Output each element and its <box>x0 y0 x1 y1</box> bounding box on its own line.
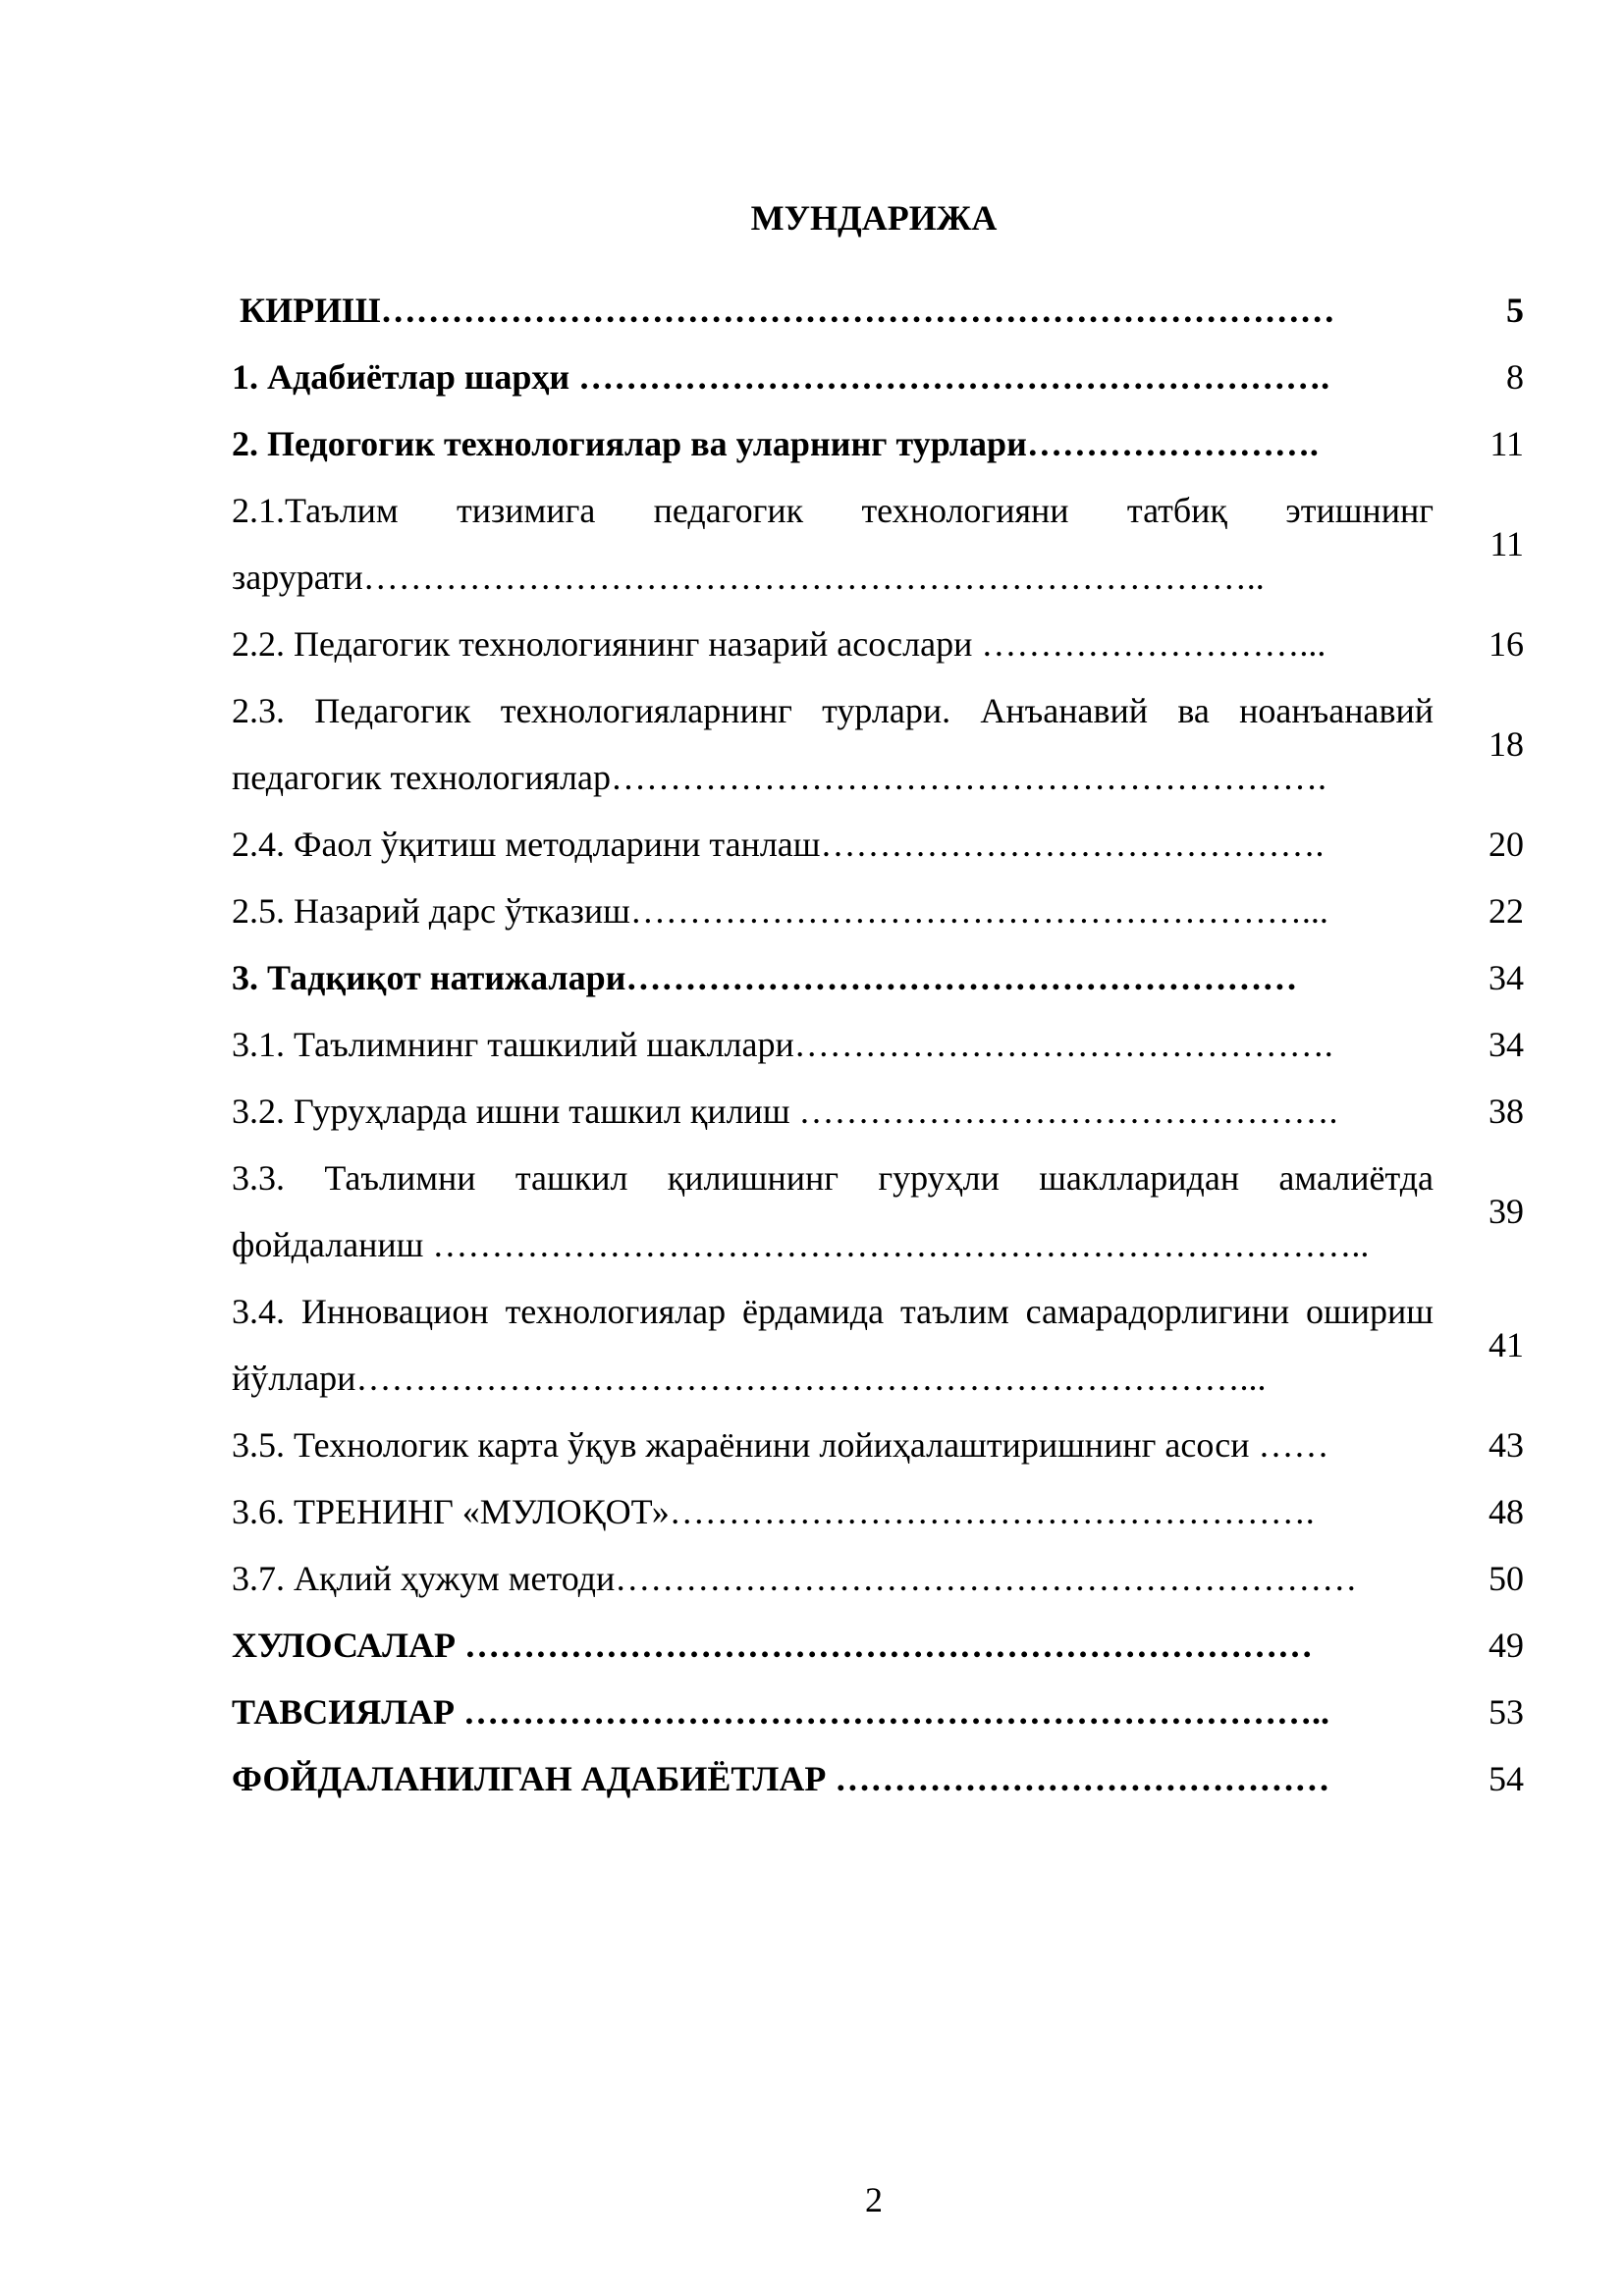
toc-entry <box>232 1078 1528 1145</box>
toc-entry <box>232 944 1528 1011</box>
toc-entry <box>232 811 1528 878</box>
toc-entry <box>232 1679 1528 1745</box>
toc-entry-page: 39 <box>1489 1192 1524 1231</box>
toc-entry-page: 16 <box>1489 624 1524 664</box>
toc-entry-page: 53 <box>1489 1692 1524 1732</box>
toc-entry-title: ТАВСИЯЛАР ……………………………………………………………….. <box>232 1692 1330 1732</box>
toc-entry-page: 49 <box>1489 1626 1524 1665</box>
toc-entry <box>232 1612 1528 1679</box>
toc-entry-page: 5 <box>1506 291 1524 330</box>
toc-entry-title: 3. Тадқиқот натижалари………………………………………………… <box>232 958 1298 997</box>
toc-entry-title: 3.1. Таълимнинг ташкилий шакллари………………………………………. <box>232 1025 1333 1064</box>
toc-entry-title: 3.4. Инновацион технологиялар ёрдамида таълим самарадорлигини ошириш йўллари…………………………………………………………………... <box>232 1292 1434 1398</box>
toc-entry-title: ХУЛОСАЛАР ……………………………………………………………… <box>232 1626 1313 1665</box>
toc-entry-title: 3.2. Гуруҳларда ишни ташкил қилиш ………………………………………. <box>232 1092 1338 1131</box>
toc-entry-page: 34 <box>1489 1025 1524 1064</box>
toc-entry <box>232 1412 1528 1478</box>
toc-entry-page: 8 <box>1506 357 1524 397</box>
toc-entry-page: 50 <box>1489 1559 1524 1598</box>
toc-entry <box>232 1011 1528 1078</box>
toc-entry-title: 2.2. Педагогик технологиянинг назарий асослари ………………………... <box>232 624 1326 664</box>
toc-entry-page: 18 <box>1489 724 1524 764</box>
toc-entry-title: 2.4. Фаол ўқитиш методларини танлаш……………………………………. <box>232 825 1325 864</box>
toc-entry-title: КИРИШ……………………………………………………………………… <box>240 291 1335 330</box>
toc-entry <box>232 410 1528 477</box>
toc-entry-page: 48 <box>1489 1492 1524 1531</box>
table-of-contents <box>232 277 1528 1812</box>
toc-entry-title: 2.1.Таълим тизимига педагогик технологияни татбиқ этишнинг зарурати………………………………………………………………….. <box>232 491 1434 597</box>
toc-entry <box>232 1478 1528 1545</box>
toc-entry-page: 38 <box>1489 1092 1524 1131</box>
toc-entry-page: 34 <box>1489 958 1524 997</box>
toc-entry-page: 22 <box>1489 891 1524 931</box>
toc-entry <box>232 1278 1528 1412</box>
toc-entry-title: 3.5. Технологик карта ўқув жараёнини лойиҳалаштиришнинг асоси …… <box>232 1425 1329 1465</box>
toc-entry <box>232 1545 1528 1612</box>
toc-entry <box>232 477 1528 611</box>
toc-entry-page: 43 <box>1489 1425 1524 1465</box>
toc-entry <box>232 677 1528 811</box>
toc-entry-page: 54 <box>1489 1759 1524 1798</box>
toc-entry-title: 1. Адабиётлар шарҳи ………………………………………………………. <box>232 357 1330 397</box>
toc-entry-title: ФОЙДАЛАНИЛГАН АДАБИЁТЛАР …………………………………… <box>232 1759 1330 1798</box>
toc-entry-title: 3.6. ТРЕНИНГ «МУЛОҚОТ»………………………………………………. <box>232 1492 1315 1531</box>
toc-entry <box>232 277 1528 344</box>
toc-entry-title: 2.5. Назарий дарс ўтказиш…………………………………………………... <box>232 891 1328 931</box>
toc-entry-page: 41 <box>1489 1325 1524 1364</box>
toc-entry <box>232 1745 1528 1812</box>
toc-entry-title: 2. Педогогик технологиялар ва уларнинг турлари……………………. <box>232 424 1319 463</box>
toc-entry-title: 3.3. Таълимни ташкил қилишнинг гуруҳли шаклларидан амалиётда фойдаланиш …………………………………………………………………….. <box>232 1158 1434 1264</box>
toc-entry <box>232 611 1528 677</box>
toc-entry <box>232 878 1528 944</box>
page-title: МУНДАРИЖА <box>750 198 998 238</box>
toc-entry-title: 3.7. Ақлий ҳужум методи……………………………………………………… <box>232 1559 1358 1598</box>
toc-entry <box>232 344 1528 410</box>
toc-entry-page: 11 <box>1489 524 1524 563</box>
toc-entry <box>232 1145 1528 1278</box>
toc-entry-page: 11 <box>1489 424 1524 463</box>
toc-entry-page: 20 <box>1489 825 1524 864</box>
toc-entry-title: 2.3. Педагогик технологияларнинг турлари. Анъанавий ва ноанъанавий педагогик технологиялар……………………………………………………. <box>232 691 1434 797</box>
page-number: 2 <box>865 2180 883 2219</box>
